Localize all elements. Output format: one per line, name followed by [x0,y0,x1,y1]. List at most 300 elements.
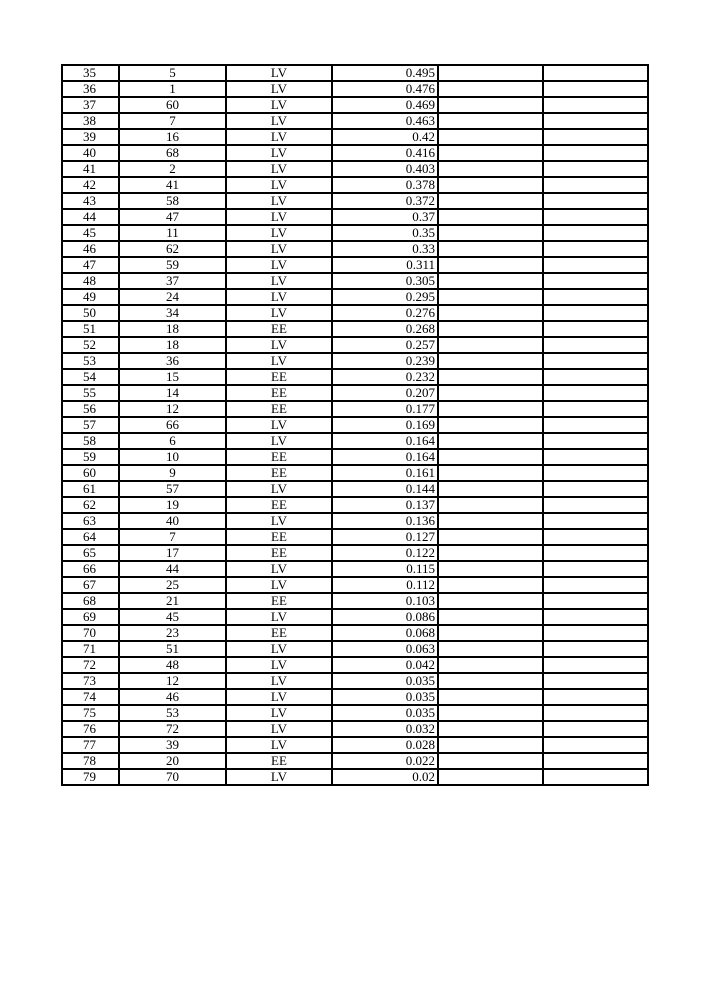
class-cell: LV [226,81,332,97]
class-cell: EE [226,449,332,465]
blank-cell [543,81,648,97]
value-cell: 0.035 [332,689,438,705]
table-row [62,241,648,257]
id-cell: 57 [119,481,226,497]
blank-cell [543,353,648,369]
rank-cell: 63 [62,513,119,529]
class-cell: EE [226,529,332,545]
value-cell: 0.035 [332,673,438,689]
id-cell: 9 [119,465,226,481]
value-cell: 0.416 [332,145,438,161]
blank-cell [543,401,648,417]
blank-cell [543,593,648,609]
id-cell: 53 [119,705,226,721]
class-cell: LV [226,273,332,289]
blank-cell [438,577,543,593]
class-cell: LV [226,113,332,129]
table-row [62,497,648,513]
table-row [62,97,648,113]
rank-cell: 66 [62,561,119,577]
id-cell: 16 [119,129,226,145]
value-cell: 0.112 [332,577,438,593]
table-body [62,65,648,785]
table-row [62,129,648,145]
class-cell: EE [226,369,332,385]
blank-cell [543,145,648,161]
id-cell: 12 [119,401,226,417]
rank-cell: 39 [62,129,119,145]
id-cell: 23 [119,625,226,641]
class-cell: LV [226,257,332,273]
id-cell: 36 [119,353,226,369]
class-cell: LV [226,673,332,689]
rank-cell: 58 [62,433,119,449]
value-cell: 0.257 [332,337,438,353]
class-cell: LV [226,305,332,321]
value-cell: 0.161 [332,465,438,481]
blank-cell [438,369,543,385]
blank-cell [543,497,648,513]
blank-cell [543,129,648,145]
id-cell: 48 [119,657,226,673]
rank-cell: 69 [62,609,119,625]
rank-cell: 46 [62,241,119,257]
table-row [62,145,648,161]
table-row [62,177,648,193]
blank-cell [543,289,648,305]
rank-cell: 73 [62,673,119,689]
class-cell: LV [226,481,332,497]
id-cell: 47 [119,209,226,225]
table-row [62,385,648,401]
value-cell: 0.311 [332,257,438,273]
rank-cell: 52 [62,337,119,353]
value-cell: 0.086 [332,609,438,625]
blank-cell [438,641,543,657]
table-row [62,321,648,337]
id-cell: 51 [119,641,226,657]
value-cell: 0.463 [332,113,438,129]
id-cell: 59 [119,257,226,273]
value-cell: 0.37 [332,209,438,225]
class-cell: LV [226,689,332,705]
value-cell: 0.164 [332,449,438,465]
rank-cell: 55 [62,385,119,401]
class-cell: LV [226,353,332,369]
rank-cell: 37 [62,97,119,113]
value-cell: 0.42 [332,129,438,145]
value-cell: 0.207 [332,385,438,401]
blank-cell [438,241,543,257]
blank-cell [438,65,543,81]
blank-cell [438,97,543,113]
blank-cell [543,241,648,257]
blank-cell [543,753,648,769]
data-table [61,64,649,786]
table-row [62,209,648,225]
id-cell: 25 [119,577,226,593]
value-cell: 0.276 [332,305,438,321]
value-cell: 0.035 [332,705,438,721]
blank-cell [438,657,543,673]
blank-cell [438,497,543,513]
table-row [62,305,648,321]
id-cell: 14 [119,385,226,401]
table-row [62,193,648,209]
value-cell: 0.169 [332,417,438,433]
blank-cell [438,177,543,193]
table-row [62,225,648,241]
blank-cell [543,209,648,225]
class-cell: LV [226,241,332,257]
value-cell: 0.02 [332,769,438,785]
blank-cell [438,209,543,225]
class-cell: LV [226,769,332,785]
class-cell: LV [226,161,332,177]
rank-cell: 45 [62,225,119,241]
value-cell: 0.378 [332,177,438,193]
blank-cell [438,385,543,401]
rank-cell: 79 [62,769,119,785]
blank-cell [438,561,543,577]
blank-cell [543,737,648,753]
id-cell: 66 [119,417,226,433]
class-cell: LV [226,337,332,353]
class-cell: LV [226,145,332,161]
blank-cell [438,689,543,705]
class-cell: LV [226,289,332,305]
blank-cell [543,417,648,433]
blank-cell [438,433,543,449]
class-cell: LV [226,129,332,145]
rank-cell: 59 [62,449,119,465]
blank-cell [543,305,648,321]
id-cell: 18 [119,321,226,337]
blank-cell [543,577,648,593]
table-row [62,753,648,769]
blank-cell [543,721,648,737]
id-cell: 7 [119,529,226,545]
blank-cell [438,417,543,433]
blank-cell [438,145,543,161]
id-cell: 24 [119,289,226,305]
blank-cell [438,161,543,177]
blank-cell [438,593,543,609]
table-row [62,353,648,369]
rank-cell: 75 [62,705,119,721]
rank-cell: 36 [62,81,119,97]
id-cell: 7 [119,113,226,129]
value-cell: 0.295 [332,289,438,305]
table-row [62,257,648,273]
rank-cell: 48 [62,273,119,289]
blank-cell [438,545,543,561]
table-row [62,545,648,561]
blank-cell [543,561,648,577]
id-cell: 72 [119,721,226,737]
rank-cell: 47 [62,257,119,273]
rank-cell: 71 [62,641,119,657]
value-cell: 0.403 [332,161,438,177]
id-cell: 45 [119,609,226,625]
blank-cell [438,721,543,737]
value-cell: 0.239 [332,353,438,369]
blank-cell [543,433,648,449]
table-row [62,593,648,609]
table-row [62,705,648,721]
table-row [62,577,648,593]
table-row [62,689,648,705]
blank-cell [438,225,543,241]
value-cell: 0.028 [332,737,438,753]
id-cell: 44 [119,561,226,577]
blank-cell [438,289,543,305]
class-cell: EE [226,497,332,513]
value-cell: 0.268 [332,321,438,337]
class-cell: LV [226,577,332,593]
rank-cell: 51 [62,321,119,337]
value-cell: 0.469 [332,97,438,113]
blank-cell [543,225,648,241]
table-row [62,289,648,305]
id-cell: 39 [119,737,226,753]
blank-cell [543,193,648,209]
value-cell: 0.144 [332,481,438,497]
class-cell: LV [226,705,332,721]
rank-cell: 40 [62,145,119,161]
blank-cell [543,465,648,481]
id-cell: 6 [119,433,226,449]
class-cell: LV [226,65,332,81]
blank-cell [438,193,543,209]
rank-cell: 70 [62,625,119,641]
blank-cell [438,625,543,641]
value-cell: 0.122 [332,545,438,561]
id-cell: 5 [119,65,226,81]
rank-cell: 57 [62,417,119,433]
blank-cell [438,273,543,289]
blank-cell [543,65,648,81]
blank-cell [543,769,648,785]
class-cell: LV [226,641,332,657]
table-row [62,737,648,753]
table-row [62,417,648,433]
id-cell: 46 [119,689,226,705]
blank-cell [543,513,648,529]
blank-cell [438,401,543,417]
id-cell: 11 [119,225,226,241]
value-cell: 0.136 [332,513,438,529]
rank-cell: 76 [62,721,119,737]
blank-cell [438,737,543,753]
table-row [62,81,648,97]
id-cell: 17 [119,545,226,561]
blank-cell [543,545,648,561]
table-row [62,769,648,785]
table-row [62,657,648,673]
blank-cell [438,321,543,337]
table-row [62,641,648,657]
value-cell: 0.177 [332,401,438,417]
value-cell: 0.476 [332,81,438,97]
table-row [62,721,648,737]
table-row [62,449,648,465]
table-row [62,465,648,481]
table-row [62,673,648,689]
blank-cell [543,625,648,641]
rank-cell: 56 [62,401,119,417]
blank-cell [543,689,648,705]
rank-cell: 44 [62,209,119,225]
rank-cell: 54 [62,369,119,385]
blank-cell [438,481,543,497]
blank-cell [438,337,543,353]
class-cell: LV [226,561,332,577]
blank-cell [438,465,543,481]
blank-cell [438,609,543,625]
value-cell: 0.063 [332,641,438,657]
rank-cell: 43 [62,193,119,209]
class-cell: EE [226,385,332,401]
blank-cell [543,161,648,177]
class-cell: LV [226,193,332,209]
blank-cell [438,113,543,129]
blank-cell [438,513,543,529]
blank-cell [543,449,648,465]
table-row [62,609,648,625]
blank-cell [543,257,648,273]
blank-cell [543,337,648,353]
class-cell: EE [226,593,332,609]
table-row [62,369,648,385]
class-cell: LV [226,97,332,113]
value-cell: 0.35 [332,225,438,241]
class-cell: LV [226,737,332,753]
id-cell: 18 [119,337,226,353]
blank-cell [438,449,543,465]
class-cell: EE [226,401,332,417]
value-cell: 0.103 [332,593,438,609]
value-cell: 0.042 [332,657,438,673]
table-row [62,513,648,529]
id-cell: 15 [119,369,226,385]
blank-cell [543,113,648,129]
rank-cell: 65 [62,545,119,561]
id-cell: 60 [119,97,226,113]
id-cell: 58 [119,193,226,209]
value-cell: 0.495 [332,65,438,81]
value-cell: 0.232 [332,369,438,385]
id-cell: 40 [119,513,226,529]
rank-cell: 74 [62,689,119,705]
class-cell: LV [226,721,332,737]
id-cell: 37 [119,273,226,289]
table-row [62,161,648,177]
value-cell: 0.127 [332,529,438,545]
rank-cell: 50 [62,305,119,321]
blank-cell [543,97,648,113]
blank-cell [438,705,543,721]
table-row [62,337,648,353]
rank-cell: 64 [62,529,119,545]
class-cell: LV [226,177,332,193]
rank-cell: 35 [62,65,119,81]
value-cell: 0.372 [332,193,438,209]
rank-cell: 60 [62,465,119,481]
id-cell: 12 [119,673,226,689]
rank-cell: 62 [62,497,119,513]
blank-cell [438,353,543,369]
blank-cell [438,529,543,545]
class-cell: LV [226,225,332,241]
table-row [62,113,648,129]
rank-cell: 68 [62,593,119,609]
class-cell: LV [226,609,332,625]
blank-cell [438,305,543,321]
value-cell: 0.032 [332,721,438,737]
class-cell: EE [226,753,332,769]
class-cell: EE [226,625,332,641]
rank-cell: 77 [62,737,119,753]
class-cell: LV [226,513,332,529]
table-row [62,433,648,449]
blank-cell [543,673,648,689]
class-cell: LV [226,209,332,225]
id-cell: 34 [119,305,226,321]
table-row [62,561,648,577]
id-cell: 10 [119,449,226,465]
value-cell: 0.022 [332,753,438,769]
blank-cell [543,321,648,337]
blank-cell [543,177,648,193]
id-cell: 68 [119,145,226,161]
blank-cell [438,257,543,273]
blank-cell [438,769,543,785]
blank-cell [438,81,543,97]
rank-cell: 42 [62,177,119,193]
blank-cell [543,369,648,385]
class-cell: EE [226,321,332,337]
blank-cell [543,385,648,401]
id-cell: 70 [119,769,226,785]
value-cell: 0.068 [332,625,438,641]
blank-cell [543,609,648,625]
value-cell: 0.115 [332,561,438,577]
id-cell: 41 [119,177,226,193]
blank-cell [438,673,543,689]
value-cell: 0.305 [332,273,438,289]
table-row [62,481,648,497]
id-cell: 21 [119,593,226,609]
rank-cell: 72 [62,657,119,673]
blank-cell [543,705,648,721]
rank-cell: 41 [62,161,119,177]
table-row [62,65,648,81]
blank-cell [543,481,648,497]
table-row [62,273,648,289]
table-row [62,401,648,417]
rank-cell: 53 [62,353,119,369]
blank-cell [543,529,648,545]
id-cell: 20 [119,753,226,769]
rank-cell: 49 [62,289,119,305]
blank-cell [543,641,648,657]
class-cell: LV [226,657,332,673]
table-row [62,625,648,641]
class-cell: LV [226,417,332,433]
blank-cell [438,129,543,145]
class-cell: EE [226,545,332,561]
